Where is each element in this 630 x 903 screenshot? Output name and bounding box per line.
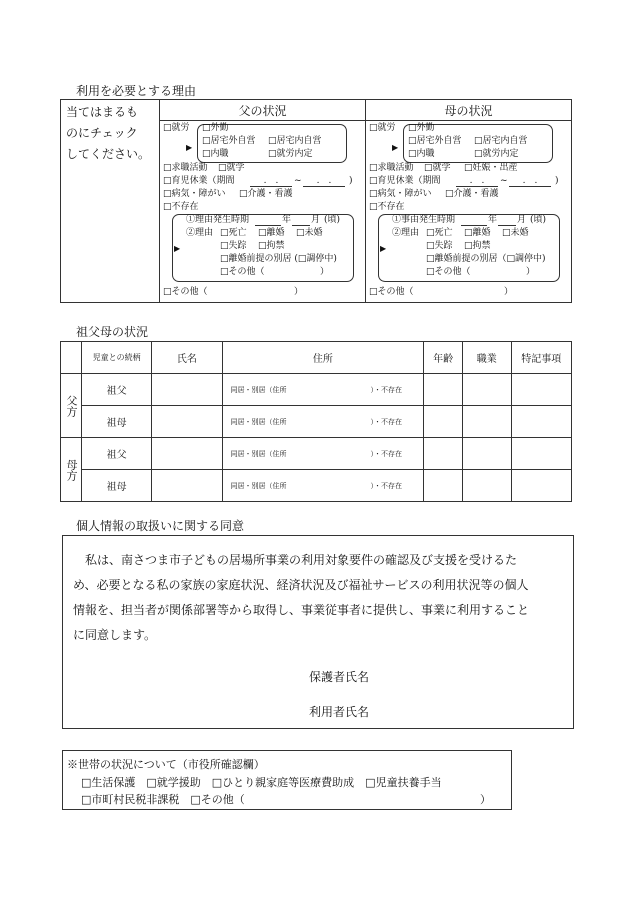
leave-end-field[interactable]: . . [303,175,345,187]
notes-cell[interactable] [511,374,571,406]
leave-checkbox[interactable]: □育児休業（期間 [369,176,441,186]
header-address: 住所 [222,342,424,374]
month-label: 月 [517,215,527,225]
relation-cell: 祖父 [81,438,151,470]
care-checkbox[interactable]: □介護・看護 [239,189,293,199]
consent-line: 情報を、担当者が関係部署等から取得し、事業従事者に提供し、事業に利用すること [73,603,530,617]
leave-tilde: ~ [500,176,508,186]
header-age: 年齢 [424,342,463,374]
name-cell[interactable] [152,374,222,406]
side-label: 母方 [61,438,82,502]
mother-header: 母の状況 [366,100,572,121]
consent-line: 私は、南さつま市子どもの居場所事業の利用対象要件の確認及び支援を受けるた [73,553,518,567]
father-header: 父の状況 [160,100,366,121]
job-cell[interactable] [463,406,512,438]
sick-checkbox[interactable]: □病気・障がい [369,189,432,199]
relation-cell: 祖母 [81,470,151,502]
relation-cell: 祖母 [81,406,151,438]
instruction-line: 当てはまるも [66,105,139,119]
job-cell[interactable] [463,470,512,502]
leave-start-field[interactable]: . . [456,175,498,187]
other-checkbox[interactable]: □その他（ [163,287,208,297]
address-text: 同居・別居（住所 [230,449,287,458]
instruction-line: してください。 [66,147,151,161]
father-cell [160,121,366,303]
care-checkbox[interactable]: □介護・看護 [445,189,499,199]
consent-box [62,535,574,729]
notes-cell[interactable] [511,438,571,470]
missing-checkbox[interactable]: □失踪 [220,241,247,251]
instruction-line: のにチェック [66,126,138,140]
absent-checkbox[interactable]: □不存在 [369,202,405,212]
other-inner-close: ） [526,267,536,277]
other-close: ） [294,287,304,297]
year-label: 年 [488,215,498,225]
study-checkbox[interactable]: □就学 [218,163,245,173]
user-name-label: 利用者氏名 [309,705,370,719]
work-option[interactable]: □就労内定 [474,149,519,159]
address-cell[interactable] [222,470,424,502]
name-cell[interactable] [152,438,222,470]
month-label: 月 [311,215,321,225]
work-option[interactable]: □内職 [202,149,229,159]
separation-checkbox[interactable]: □離婚前提の別居（□調停中) [426,254,546,264]
age-cell[interactable] [424,374,463,406]
leave-tilde: ~ [294,176,302,186]
leave-close: ) [349,176,353,186]
month-field[interactable] [498,214,516,226]
name-cell[interactable] [152,470,222,502]
address-end: ）・不存在 [370,450,402,458]
household-box [62,750,512,810]
header-name: 氏名 [152,342,222,374]
death-checkbox[interactable]: □死亡 [426,228,453,238]
work-option[interactable]: □就労内定 [268,149,313,159]
year-field[interactable] [255,214,281,226]
address-text: 同居・別居（住所 [230,385,287,394]
arrow-icon: ▶ [174,244,181,253]
reason-time-label: ①事由発生時期 [392,215,456,225]
address-text: 同居・別居（住所 [230,417,287,426]
death-checkbox[interactable]: □死亡 [220,228,247,238]
work-checkbox[interactable]: □就労 [163,123,190,133]
address-end: ）・不存在 [370,418,402,426]
age-cell[interactable] [424,438,463,470]
job-cell[interactable] [463,438,512,470]
job-cell[interactable] [463,374,512,406]
jobhunt-checkbox[interactable]: □求職活動 [369,163,414,173]
relation-cell: 祖父 [81,374,151,406]
other-close: ） [504,287,514,297]
work-option[interactable]: □居宅外自営 [408,136,462,146]
work-option[interactable]: □外勤 [408,123,435,133]
header-notes: 特記事項 [511,342,571,374]
work-option[interactable]: □外勤 [202,123,229,133]
notes-cell[interactable] [511,470,571,502]
reason-time-label: ①理由発生時期 [186,215,250,225]
unmarried-checkbox[interactable]: □未婚 [296,228,323,238]
other-checkbox[interactable]: □その他（ [369,287,414,297]
work-option[interactable]: □居宅内自営 [474,136,528,146]
consent-line: め、必要となる私の家族の家庭状況、経済状況及び福祉サービスの利用状況等の個人 [73,578,529,592]
consent-heading: 個人情報の取扱いに関する同意 [76,519,245,533]
guardian-name-label: 保護者氏名 [309,670,370,684]
pregnancy-checkbox[interactable]: □妊娠・出産 [464,163,518,173]
reason-table [60,99,572,303]
work-option[interactable]: □居宅外自営 [202,136,256,146]
other-inner-close: ） [320,267,330,277]
address-text: 同居・別居（住所 [230,481,287,490]
address-cell[interactable] [222,406,424,438]
absent-checkbox[interactable]: □不存在 [163,202,199,212]
header-relation: 児童との続柄 [81,342,151,374]
household-line-1[interactable]: □生活保護 □就学援助 □ひとり親家庭等医療費助成 □児童扶養手当 [81,776,442,789]
missing-checkbox[interactable]: □失踪 [426,241,453,251]
leave-end-field[interactable]: . . [509,175,551,187]
sick-checkbox[interactable]: □病気・障がい [163,189,226,199]
leave-start-field[interactable]: . . [250,175,292,187]
header-job: 職業 [463,342,512,374]
consent-line: に同意します。 [73,628,157,642]
reason-label: ②理由 [392,228,420,238]
reason-label: ②理由 [186,228,214,238]
arrow-icon: ▶ [380,244,387,253]
unmarried-checkbox[interactable]: □未婚 [502,228,529,238]
address-end: ）・不存在 [370,386,402,394]
name-cell[interactable] [152,406,222,438]
divorce-checkbox[interactable]: □離婚 [464,228,491,238]
separation-checkbox[interactable]: □離婚前提の別居 (□調停中) [220,254,337,264]
approx-label: (頃) [530,215,547,225]
household-line-2[interactable]: □市町村民税非課税 □その他（ [81,793,245,806]
other-inner-checkbox[interactable]: □その他（ [220,267,265,277]
work-option[interactable]: □内職 [408,149,435,159]
leave-checkbox[interactable]: □育児休業（期間 [163,176,235,186]
address-cell[interactable] [222,438,424,470]
consent-text [73,548,529,648]
detained-checkbox[interactable]: □拘禁 [464,241,491,251]
header-blank [61,342,82,374]
year-label: 年 [282,215,292,225]
study-checkbox[interactable]: □就学 [424,163,451,173]
mother-cell [366,121,572,303]
arrow-icon: ▶ [186,143,193,152]
reason-heading: 利用を必要とする理由 [76,84,197,98]
approx-label: (頃) [324,215,341,225]
address-end: ）・不存在 [370,482,402,490]
address-cell[interactable] [222,374,424,406]
age-cell[interactable] [424,406,463,438]
grandparents-heading: 祖父母の状況 [76,325,149,339]
work-option[interactable]: □居宅内自営 [268,136,322,146]
side-label: 父方 [61,374,82,438]
jobhunt-checkbox[interactable]: □求職活動 [163,163,208,173]
arrow-icon: ▶ [392,143,399,152]
grandparents-table [60,341,572,502]
divorce-checkbox[interactable]: □離婚 [258,228,285,238]
age-cell[interactable] [424,470,463,502]
work-checkbox[interactable]: □就労 [369,123,396,133]
other-inner-checkbox[interactable]: □その他（ [426,267,471,277]
year-field[interactable] [461,214,487,226]
instruction-cell [61,100,160,303]
household-title: ※世帯の状況について（市役所確認欄） [67,758,265,771]
leave-close: ) [555,176,559,186]
notes-cell[interactable] [511,406,571,438]
month-field[interactable] [292,214,310,226]
household-line-2-close: ） [480,793,491,806]
detained-checkbox[interactable]: □拘禁 [258,241,285,251]
